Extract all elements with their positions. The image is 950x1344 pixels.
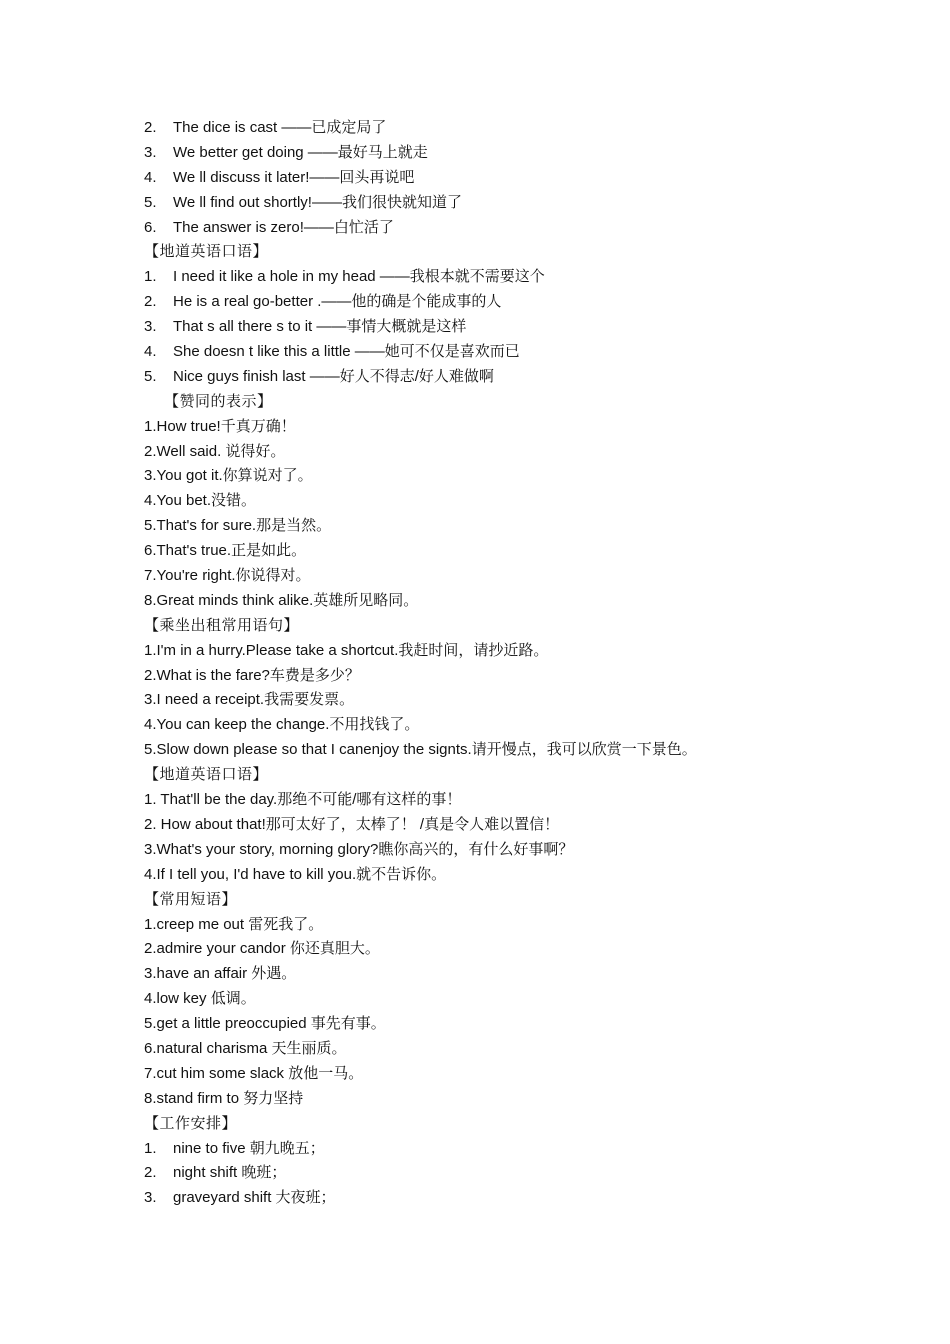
section-heading: 【乘坐出租常用语句】	[144, 616, 300, 634]
phrase-line: 1.How true!千真万确！	[144, 417, 296, 435]
phrase-line: 3.You got it.你算说对了。	[144, 467, 313, 485]
list-item	[144, 265, 884, 290]
list-number: 2.	[144, 1164, 157, 1182]
phrase-line: 5.Slow down please so that I canenjoy the signts.请开慢点，我可以欣赏一下景色。	[144, 741, 697, 759]
list-number: 6.	[144, 218, 157, 236]
phrase-line: 2. How about that!那可太好了，太棒了！ /真是令人难以置信！	[144, 815, 560, 833]
list-item	[144, 166, 884, 191]
list-text: She doesn t like this a little ——她可不仅是喜欢而已	[173, 343, 520, 361]
list-text: We better get doing ——最好马上就走	[173, 143, 428, 161]
phrase-line: 2.What is the fare?车费是多少？	[144, 666, 360, 684]
list-text: We ll find out shortly!——我们很快就知道了	[173, 193, 462, 211]
list-item	[144, 116, 884, 141]
phrase-line: 7.You're right.你说得对。	[144, 567, 311, 585]
list-number: 3.	[144, 143, 157, 161]
list-text: night shift 晚班；	[173, 1164, 287, 1182]
list-text: We ll discuss it later!——回头再说吧	[173, 168, 415, 186]
list-item	[144, 1161, 884, 1186]
section-heading: 【赞同的表示】	[164, 392, 273, 410]
phrase-line: 6.That's true.正是如此。	[144, 542, 307, 560]
phrase-line: 8.stand firm to 努力坚持	[144, 1089, 304, 1107]
list-item	[144, 1186, 884, 1211]
list-item	[144, 315, 884, 340]
list-item	[144, 290, 884, 315]
phrase-line: 2.Well said. 说得好。	[144, 442, 286, 460]
list-number: 3.	[144, 1189, 157, 1207]
phrase-line: 4.You can keep the change.不用找钱了。	[144, 716, 420, 734]
list-text: He is a real go-better .——他的确是个能成事的人	[173, 293, 502, 311]
list-item	[144, 191, 884, 216]
list-item	[144, 365, 884, 390]
phrase-line: 5.That's for sure.那是当然。	[144, 517, 332, 535]
list-number: 2.	[144, 293, 157, 311]
list-number: 2.	[144, 119, 157, 136]
list-number: 5.	[144, 193, 157, 211]
phrase-line: 1.creep me out 雷死我了。	[144, 915, 324, 933]
phrase-line: 3.I need a receipt.我需要发票。	[144, 691, 355, 709]
list-number: 4.	[144, 343, 157, 361]
section-heading: 【工作安排】	[144, 1114, 238, 1132]
document-body	[144, 116, 884, 1211]
phrase-line: 1.I'm in a hurry.Please take a shortcut.我赶时间，请抄近路。	[144, 641, 549, 659]
section-heading: 【常用短语】	[144, 890, 238, 908]
phrase-line: 7.cut him some slack 放他一马。	[144, 1064, 364, 1082]
list-text: I need it like a hole in my head ——我根本就不需要这个	[173, 268, 545, 286]
list-text: Nice guys finish last ——好人不得志/好人难做啊	[173, 367, 494, 385]
phrase-line: 1. That'll be the day.那绝不可能/哪有这样的事！	[144, 791, 462, 809]
list-number: 3.	[144, 318, 157, 336]
phrase-line: 3.have an affair 外遇。	[144, 965, 297, 983]
phrase-line: 4.You bet.没错。	[144, 492, 257, 510]
list-item	[144, 216, 884, 241]
phrase-line: 4.If I tell you, I'd have to kill you.就不告诉你。	[144, 865, 447, 883]
phrase-line: 8.Great minds think alike.英雄所见略同。	[144, 591, 419, 609]
phrase-line: 5.get a little preoccupied 事先有事。	[144, 1015, 386, 1033]
list-item	[144, 340, 884, 365]
section-heading: 【地道英语口语】	[144, 243, 269, 261]
list-text: The dice is cast ——已成定局了	[173, 119, 387, 136]
list-text: nine to five 朝九晚五；	[173, 1139, 325, 1157]
list-text: That s all there s to it ——事情大概就是这样	[173, 318, 467, 336]
list-number: 4.	[144, 168, 157, 186]
phrase-line: 4.low key 低调。	[144, 990, 256, 1008]
section-heading: 【地道英语口语】	[144, 766, 269, 784]
phrase-line: 2.admire your candor 你还真胆大。	[144, 940, 380, 958]
list-number: 5.	[144, 367, 157, 385]
list-item	[144, 141, 884, 166]
list-text: The answer is zero!——白忙活了	[173, 218, 394, 236]
list-number: 1.	[144, 1139, 157, 1157]
list-item	[144, 1137, 884, 1162]
phrase-line: 6.natural charisma 天生丽质。	[144, 1039, 347, 1057]
list-number: 1.	[144, 268, 157, 286]
phrase-line: 3.What's your story, morning glory?瞧你高兴的，有什么好事啊？	[144, 840, 574, 858]
list-text: graveyard shift 大夜班；	[173, 1189, 336, 1207]
